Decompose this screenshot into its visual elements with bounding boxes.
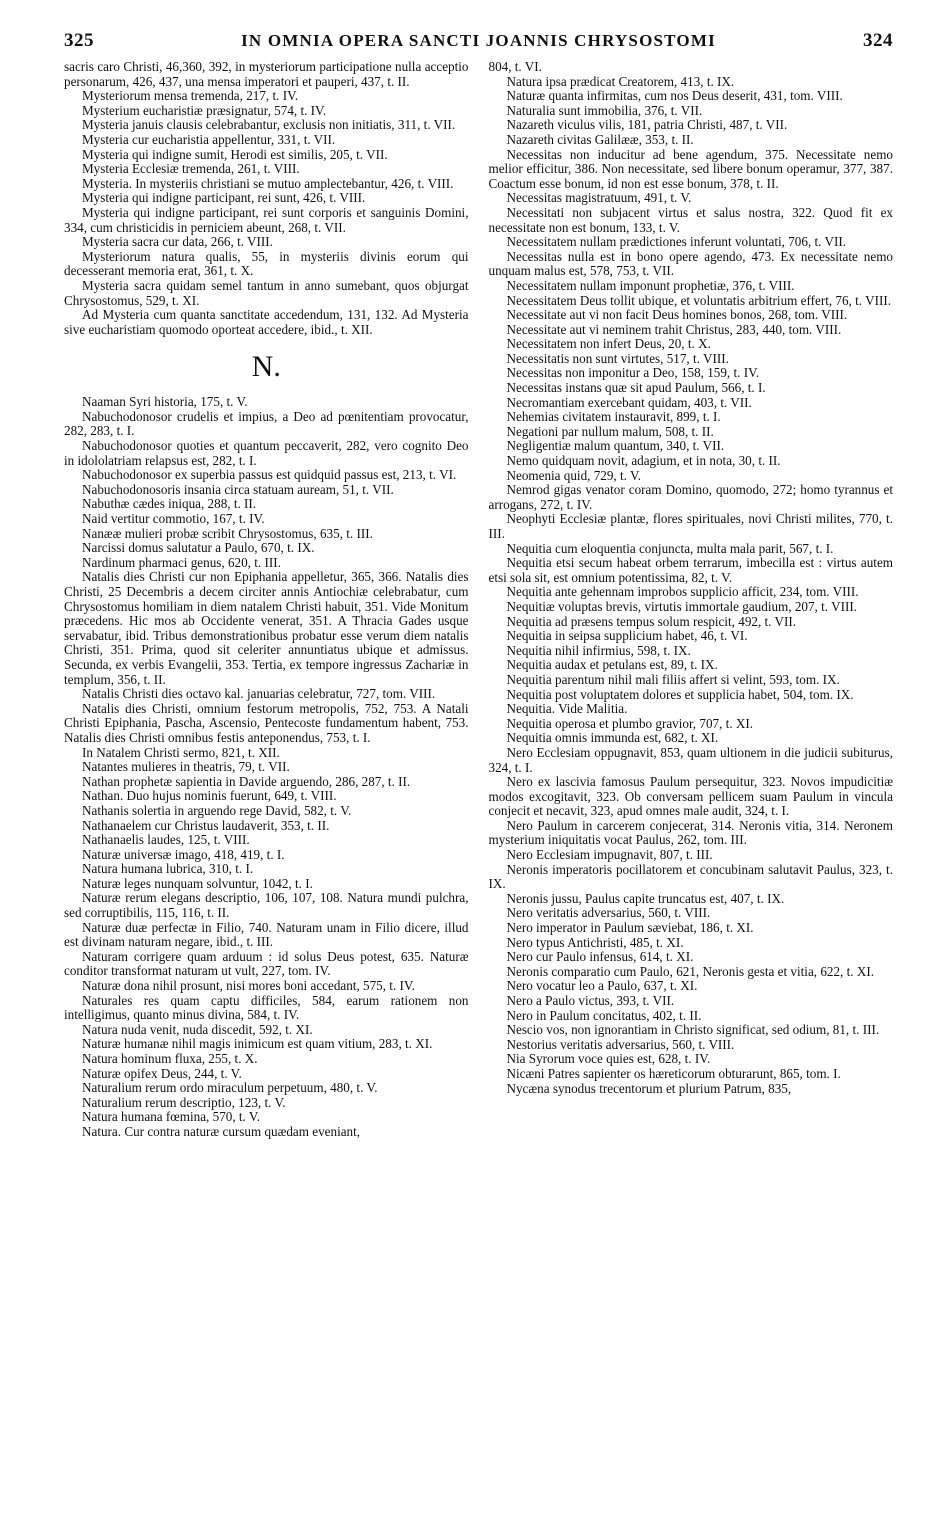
index-entry: Nequitia audax et petulans est, 89, t. IX. xyxy=(506,657,718,673)
index-entry: Necessitatis non sunt virtutes, 517, t. VIII. xyxy=(506,350,729,366)
index-entry: Nero Ecclesiam oppugnavit, 853, quam ultionem in die judicii subiturus, 324, t. I. xyxy=(488,744,893,775)
index-entry: Neronis imperatoris pocillatorem et concubinam salutavit Paulus, 323, t. IX. xyxy=(488,861,893,892)
index-entry: Nemrod gigas venator coram Domino, quomodo, 272; homo tyrannus et arrogans, 272, t. IV. xyxy=(488,482,893,512)
index-entry: Mysteria qui indigne sumit, Herodi est similis, 205, t. VII. xyxy=(82,146,388,162)
right-entries xyxy=(489,60,894,1096)
index-entry: Nabuthæ cædes iniqua, 288, t. II. xyxy=(82,496,257,512)
index-entry: Mysteriorum natura qualis, 55, in mysteriis divinis eorum qui decesserant memoria erat, 361, t. X. xyxy=(64,248,469,279)
index-entry: Nero imperator in Paulum sæviebat, 186, t. XI. xyxy=(506,920,754,936)
index-entry: Necessitas non imponitur a Deo, 158, 159, t. IV. xyxy=(506,365,760,381)
section-letter-heading: N. xyxy=(251,350,281,384)
page-number-right: 324 xyxy=(863,30,893,51)
index-entry: Nero cur Paulo infensus, 614, t. XI. xyxy=(506,949,694,965)
index-entry: Necessitati non subjacent virtus et salus nostra, 322. Quod fit ex necessitate non est bonum, 133, t. V. xyxy=(488,204,893,235)
left-bottom-entries xyxy=(64,395,469,1139)
left-top-entries xyxy=(64,60,469,337)
index-entry: Nabuchodonosor crudelis et impius, a Deo ad pœnitentiam provocatur, 282, 283, t. I. xyxy=(64,408,469,439)
index-entry: Nabuchodonosor ex superbia passus est quidquid passus est, 213, t. VI. xyxy=(82,467,457,483)
index-entry: Natura hominum fluxa, 255, t. X. xyxy=(82,1051,258,1066)
index-entry: Nero ex lascivia famosus Paulum persequitur, 323. Novos impudicitiæ modos excogitavit, 323. Ob conversam pellicem suam Paulum in vincula conjecit et necavit, 323, apud omnes male audit, 324, t. I. xyxy=(488,774,893,819)
index-entry: Nabuchodonosor quoties et quantum peccaverit, 282, vero cognito Deo in idololatriam relapsus est, 282, t. I. xyxy=(64,438,469,468)
index-entry: In Natalem Christi sermo, 821, t. XII. xyxy=(82,744,280,760)
index-entry: Nequitia ad præsens tempus solum respicit, 492, t. VII. xyxy=(506,613,797,629)
index-entry: Ad Mysteria cum quanta sanctitate accedendum, 131, 132. Ad Mysteria sive eucharistiam quomodo oporteat accedere, ibid., t. XII. xyxy=(64,307,469,337)
index-entry: Necessitatem Deus tollit ubique, et voluntatis arbitrium effert, 76, t. VIII. xyxy=(506,292,892,308)
index-entry: Nathan prophetæ sapientia in Davide arguendo, 286, 287, t. II. xyxy=(82,773,411,789)
index-entry: Nathanaelis laudes, 125, t. VIII. xyxy=(82,832,250,848)
index-entry: Mysteria qui indigne participant, rei sunt, 426, t. VIII. xyxy=(82,190,366,206)
index-entry: Naturam corrigere quam arduum : id solus Deus potest, 635. Naturæ conditor transformat naturam ut vult, 227, tom. IV. xyxy=(64,948,469,979)
index-entry: Nero in Paulum concitatus, 402, t. II. xyxy=(506,1007,702,1023)
index-entry: Mysterium eucharistiæ præsignatur, 574, t. IV. xyxy=(82,102,327,118)
index-entry: Naturalium rerum descriptio, 123, t. V. xyxy=(82,1094,286,1110)
index-entry: Nia Syrorum voce quies est, 628, t. IV. xyxy=(506,1051,711,1067)
index-entry: Necessitas nulla est in bono opere agendo, 473. Ex necessitate nemo unquam malus est, 578, 753, t. VII. xyxy=(488,248,893,279)
page-header xyxy=(64,30,893,60)
index-entry: Neronis comparatio cum Paulo, 621, Neronis gesta et vitia, 622, t. XI. xyxy=(506,963,874,979)
index-entry: Natantes mulieres in theatris, 79, t. VII. xyxy=(82,759,290,775)
index-entry: Necromantiam exercebant quidam, 403, t. VII. xyxy=(506,394,752,410)
index-entry: Necessitas non inducitur ad bene agendum, 375. Necessitate nemo melior efficitur, 386. Non necessitate, sed libere bonum operamur, 377, 387. Coactum esse bonum, id non est esse bonum, 378, t. II. xyxy=(488,146,893,191)
index-entry: Nero a Paulo victus, 393, t. VII. xyxy=(506,993,675,1008)
index-entry: 804, t. VI. xyxy=(488,59,542,74)
index-entry: Naturalium rerum ordo miraculum perpetuum, 480, t. V. xyxy=(82,1080,378,1096)
index-entry: Nequitia ante gehennam improbos supplicio afficit, 234, tom. VIII. xyxy=(506,584,859,600)
index-entry: Nequitiæ voluptas brevis, virtutis immortale gaudium, 207, t. VIII. xyxy=(506,598,857,614)
index-entry: Nestorius veritatis adversarius, 560, t. VIII. xyxy=(506,1036,735,1052)
index-entry: Negligentiæ malum quantum, 340, t. VII. xyxy=(506,438,725,454)
index-entry: Naturæ quanta infirmitas, cum nos Deus deserit, 431, tom. VIII. xyxy=(506,88,843,104)
index-entry: Natura humana fœmina, 570, t. V. xyxy=(82,1109,260,1125)
index-entry: Naturæ dona nihil prosunt, nisi mores boni accedant, 575, t. IV. xyxy=(82,978,415,994)
index-entry: Nero typus Antichristi, 485, t. XI. xyxy=(506,934,684,950)
index-entry: Mysteria. In mysteriis christiani se mutuo amplectebantur, 426, t. VIII. xyxy=(82,175,454,191)
index-entry: Nathanis solertia in arguendo rege David, 582, t. V. xyxy=(82,802,352,818)
index-entry: Mysteriorum mensa tremenda, 217, t. IV. xyxy=(82,88,299,104)
index-entry: Narcissi domus salutatur a Paulo, 670, t. IX. xyxy=(82,540,315,556)
index-entry: Nescio vos, non ignorantiam in Christo significat, sed odium, 81, t. III. xyxy=(506,1022,880,1038)
running-title: IN OMNIA OPERA SANCTI JOANNIS CHRYSOSTOMI xyxy=(241,31,716,50)
index-entry: Nemo quidquam novit, adagium, et in nota, 30, t. II. xyxy=(506,453,781,469)
index-entry: Nycæna synodus trecentorum et plurium Patrum, 835, xyxy=(506,1080,792,1096)
index-entry: Naturæ rerum elegans descriptio, 106, 107, 108. Natura mundi pulchra, sed corruptibilis, 115, 116, t. II. xyxy=(64,890,469,921)
index-entry: Mysteria sacra quidam semel tantum in anno sumebant, quos objurgat Chrysostomus, 529, t. XI. xyxy=(64,277,469,308)
index-entry: Nequitia post voluptatem dolores et supplicia habet, 504, tom. IX. xyxy=(506,686,854,702)
index-columns xyxy=(64,60,893,1140)
index-entry: Nabuchodonosoris insania circa statuam auream, 51, t. VII. xyxy=(82,481,394,497)
index-entry: Natura nuda venit, nuda discedit, 592, t. XI. xyxy=(82,1021,313,1037)
index-entry: Negationi par nullum malum, 508, t. II. xyxy=(506,423,714,439)
index-entry: Nequitia nihil infirmius, 598, t. IX. xyxy=(506,642,691,658)
index-entry: Nequitia. Vide Malitia. xyxy=(506,701,628,717)
index-entry: Natura humana lubrica, 310, t. I. xyxy=(82,861,254,877)
index-entry: Necessitatem nullam prædictiones inferunt voluntati, 706, t. VII. xyxy=(506,234,847,250)
index-entry: Nequitia operosa et plumbo gravior, 707, t. XI. xyxy=(506,715,754,731)
index-entry: Natalis dies Christi cur non Epiphania appelletur, 365, 366. Natalis dies Christi, 25 Decembris a decem circiter annis Antiochiæ celebrabatur, cum Chrysostomus homiliam in diem natalem Christi habuit, 351. Vide Monitum præcedens. Hic mos ab Occidente venerat, 351. A Thracia Gades usque servabatur, ibid. Tribus demonstrationibus probatur esse verum diem natalis Christi, 351. Prima, quod sit celeriter annuntiatus ubique et admissus. Secunda, ex verbis Evangelii, 353. Tertia, ex tempore ingressus Zachariæ in templum, 356, t. II. xyxy=(64,569,469,687)
index-entry: Necessitas instans quæ sit apud Paulum, 566, t. I. xyxy=(506,380,766,396)
index-entry: Naturæ universæ imago, 418, 419, t. I. xyxy=(82,846,285,862)
left-column xyxy=(64,60,469,1140)
page-number-left: 325 xyxy=(64,30,94,51)
index-entry: Necessitatem non infert Deus, 20, t. X. xyxy=(506,336,711,352)
index-entry: Nero veritatis adversarius, 560, t. VIII. xyxy=(506,905,711,921)
index-entry: sacris caro Christi, 46,360, 392, in mysteriorum participatione nulla acceptio personarum, 426, 437, una mensa imperatori et pauperi, 437, t. II. xyxy=(64,59,469,89)
index-entry: Nanææ mulieri probæ scribit Chrysostomus, 635, t. III. xyxy=(82,525,373,541)
index-entry: Mysteria Ecclesiæ tremenda, 261, t. VIII. xyxy=(82,161,300,177)
index-entry: Mysteria cur eucharistia appellentur, 331, t. VII. xyxy=(82,131,336,147)
index-entry: Nero Paulum in carcerem conjecerat, 314. Neronis vitia, 314. Neronem mysterium iniquitatis vocat Paulus, 262, tom. III. xyxy=(488,817,893,848)
index-entry: Nequitia parentum nihil mali filiis affert si velint, 593, tom. IX. xyxy=(506,671,840,687)
index-entry: Necessitatem nullam imponunt prophetiæ, 376, t. VIII. xyxy=(506,277,795,293)
index-entry: Nero vocatur leo a Paulo, 637, t. XI. xyxy=(506,978,698,994)
index-entry: Naturæ leges nunquam solvuntur, 1042, t. I. xyxy=(82,875,313,891)
index-entry: Nequitia in seipsa supplicium habet, 46, t. VI. xyxy=(506,628,748,644)
index-entry: Mysteria januis clausis celebrabantur, exclusis non initiatis, 311, t. VII. xyxy=(82,117,456,133)
index-entry: Nathan. Duo hujus nominis fuerunt, 649, t. VIII. xyxy=(82,788,337,804)
index-entry: Neomenia quid, 729, t. V. xyxy=(506,467,642,483)
index-entry: Naturales res quam captu difficiles, 584, earum rationem non intelligimus, quanto minus divina, 584, t. IV. xyxy=(64,992,469,1023)
index-entry: Natura ipsa prædicat Creatorem, 413, t. IX. xyxy=(506,73,735,89)
index-entry: Nardinum pharmaci genus, 620, t. III. xyxy=(82,554,281,570)
index-entry: Nazareth viculus vilis, 181, patria Christi, 487, t. VII. xyxy=(506,117,788,133)
index-entry: Naaman Syri historia, 175, t. V. xyxy=(82,394,248,410)
index-entry: Natura. Cur contra naturæ cursum quædam eveniant, xyxy=(82,1123,361,1139)
index-entry: Naid vertitur commotio, 167, t. IV. xyxy=(82,511,265,527)
index-entry: Natalis Christi dies octavo kal. januarias celebratur, 727, tom. VIII. xyxy=(82,686,436,702)
index-entry: Naturalia sunt immobilia, 376, t. VII. xyxy=(506,102,703,118)
index-entry: Necessitas magistratuum, 491, t. V. xyxy=(506,190,692,206)
index-entry: Neronis jussu, Paulus capite truncatus est, 407, t. IX. xyxy=(506,890,785,906)
index-entry: Nicæni Patres sapienter os hæreticorum obturarunt, 865, tom. I. xyxy=(506,1065,841,1081)
index-entry: Necessitate aut vi non facit Deus homines bonos, 268, tom. VIII. xyxy=(506,307,848,323)
index-entry: Naturæ duæ perfectæ in Filio, 740. Naturam unam in Filio dicere, illud est divinam naturam negare, ibid., t. III. xyxy=(64,919,469,950)
index-entry: Necessitate aut vi neminem trahit Christus, 283, 440, tom. VIII. xyxy=(506,321,842,337)
index-entry: Naturæ opifex Deus, 244, t. V. xyxy=(82,1065,242,1081)
index-entry: Neophyti Ecclesiæ plantæ, flores spirituales, novi Christi milites, 770, t. III. xyxy=(488,511,893,541)
index-entry: Nequitia omnis immunda est, 682, t. XI. xyxy=(506,730,719,746)
index-entry: Natalis dies Christi, omnium festorum metropolis, 752, 753. A Natali Christi Epiphania, Pascha, Ascensio, Pentecoste fundamentum habent, 753. Natalis dies Christi omnibus festis anteponendus, 753, t. I. xyxy=(64,700,469,745)
index-entry: Naturæ humanæ nihil magis inimicum est quam vitium, 283, t. XI. xyxy=(82,1036,433,1052)
index-entry: Nero Ecclesiam impugnavit, 807, t. III. xyxy=(506,847,713,863)
index-entry: Nathanaelem cur Christus laudaverit, 353, t. II. xyxy=(82,817,330,833)
index-entry: Nequitia cum eloquentia conjuncta, multa mala parit, 567, t. I. xyxy=(506,540,834,556)
index-entry: Nehemias civitatem instauravit, 899, t. I. xyxy=(506,409,721,425)
right-column xyxy=(489,60,894,1140)
index-entry: Mysteria qui indigne participant, rei sunt corporis et sanguinis Domini, 334, cum christicidis in perniciem abeunt, 268, t. VII. xyxy=(64,204,469,235)
index-entry: Nequitia etsi secum habeat orbem terrarum, imbecilla est : virtus autem etsi sola sit, est omnium potentissima, 82, t. V. xyxy=(488,555,893,585)
index-entry: Nazareth civitas Galilææ, 353, t. II. xyxy=(506,131,694,147)
index-entry: Mysteria sacra cur data, 266, t. VIII. xyxy=(82,234,273,250)
